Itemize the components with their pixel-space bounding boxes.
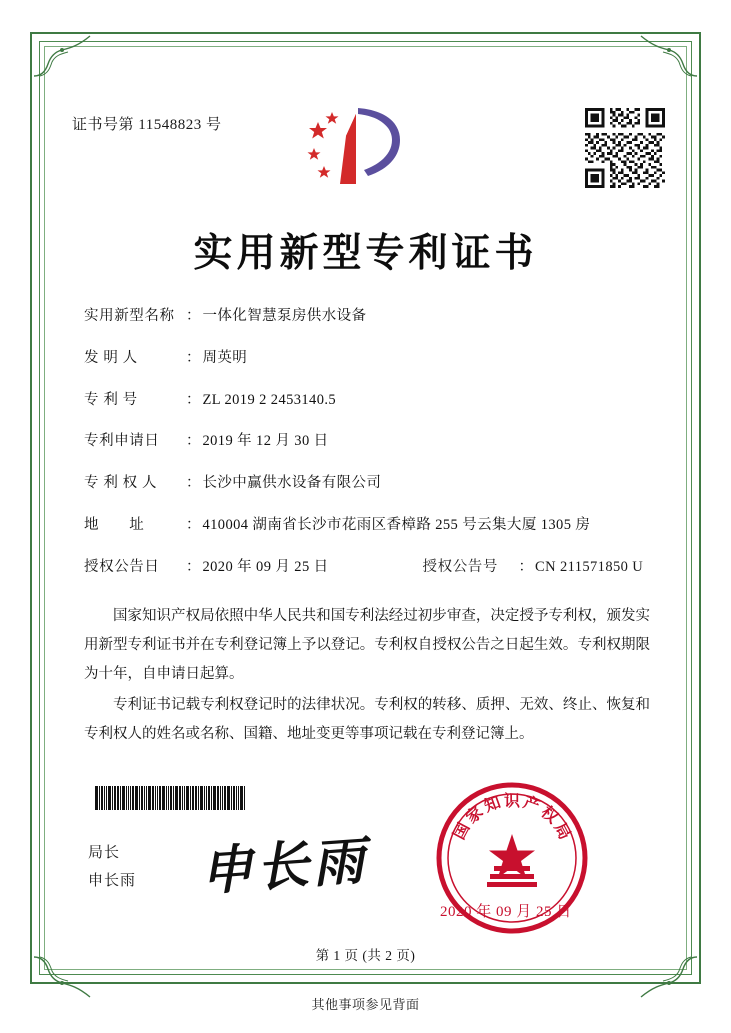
field-colon: ： — [186, 516, 201, 533]
svg-text:产: 产 — [520, 792, 543, 816]
field-inventor — [84, 348, 654, 370]
field-label: 专 利 权 人 — [84, 475, 158, 491]
svg-text:知: 知 — [481, 792, 504, 816]
field-value: 长沙中赢供水设备有限公司 — [202, 475, 382, 491]
field-colon: ： — [186, 433, 201, 450]
page-title: 实用新型专利证书 — [193, 230, 538, 276]
field-colon: ： — [186, 391, 201, 408]
legal-text — [84, 602, 650, 751]
certificate-number: 证书号第 11548823 号 — [72, 117, 222, 133]
barcode — [95, 786, 281, 810]
patent-office-logo-icon — [300, 100, 420, 195]
field-colon: ： — [186, 349, 201, 366]
field-colon: ： — [186, 558, 201, 575]
field-value: 一体化智慧泵房供水设备 — [202, 308, 367, 324]
field-value-grant-number: CN 211571850 U — [535, 558, 644, 575]
svg-text:识: 识 — [503, 791, 521, 810]
field-value: 410004 湖南省长沙市花雨区香樟路 255 号云集大厦 1305 房 — [202, 516, 591, 533]
paragraph-1: 国家知识产权局依照中华人民共和国专利法经过初步审查，决定授予专利权，颁发实用新型专利证书并在专利登记簿上予以登记。专利权自授权公告之日起生效。专利权期限为十年，自申请日起算。 — [84, 608, 650, 682]
field-label: 专利申请日 — [84, 433, 160, 450]
field-application-date — [84, 431, 654, 453]
field-value: ZL 2019 2 2453140.5 — [202, 391, 337, 408]
page-number: 第 1 页 (共 2 页) — [315, 948, 416, 963]
field-label-grant-number: 授权公告号 — [422, 558, 498, 575]
field-label: 地 址 — [84, 516, 145, 533]
field-patentee — [84, 473, 654, 495]
field-colon: ： — [186, 475, 201, 491]
paragraph-2: 专利证书记载专利权登记时的法律状况。专利权的转移、质押、无效、终止、恢复和专利权人的姓名或名称、国籍、地址变更等事项记载在专利登记簿上。 — [84, 697, 650, 742]
field-value: 2019 年 12 月 30 日 — [202, 433, 329, 450]
svg-text:国: 国 — [449, 819, 474, 843]
corner-ornament-icon — [639, 34, 699, 78]
qr-code-icon — [585, 108, 665, 188]
field-label: 实用新型名称 — [84, 308, 175, 324]
field-address — [84, 515, 654, 537]
signature-block — [88, 840, 136, 896]
field-label-grant-date: 授权公告日 — [84, 558, 160, 575]
seal-date: 2020 年 09 月 25 日 — [440, 904, 572, 920]
director-label: 局长 — [88, 845, 121, 861]
field-patent-number — [84, 390, 654, 412]
field-utility-model-name — [84, 306, 654, 328]
field-label: 发 明 人 — [84, 349, 138, 366]
field-colon: ： — [186, 308, 201, 324]
field-grant-announcement — [84, 557, 654, 579]
director-name: 申长雨 — [88, 872, 137, 889]
field-value: 周英明 — [202, 349, 248, 366]
corner-ornament-icon — [32, 34, 92, 78]
svg-text:局: 局 — [550, 819, 575, 843]
certificate-fields — [84, 306, 654, 598]
svg-text:家: 家 — [462, 802, 487, 828]
svg-text:权: 权 — [537, 802, 562, 828]
footer-note: 其他事项参见背面 — [311, 997, 420, 1012]
field-value-grant-date: 2020 年 09 月 25 日 — [202, 558, 329, 575]
handwritten-signature: 申长雨 — [198, 830, 371, 903]
field-label: 专 利 号 — [84, 391, 138, 408]
field-colon: ： — [518, 558, 533, 575]
